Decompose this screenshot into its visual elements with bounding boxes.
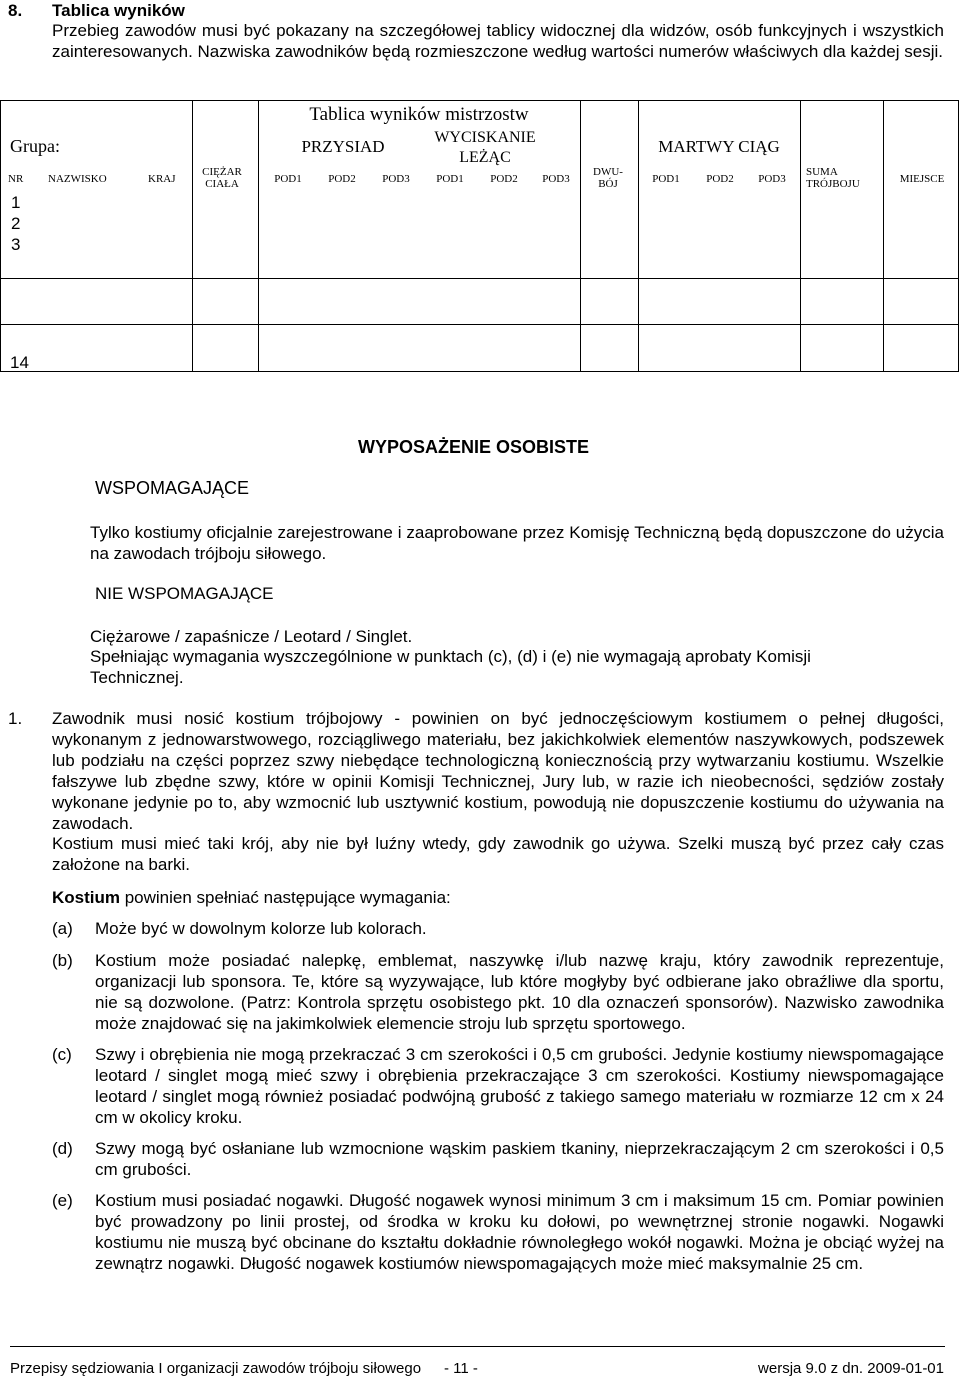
supportive-text: Tylko kostiumy oficjalnie zarejestrowane i zaaprobowane przez Komisję Techniczną będą dopuszczone do użycia na zawodach trójboju siłowego. [90, 523, 944, 563]
list-item-text: Szwy i obrębienia nie mogą przekraczać 3 cm szerokości i 0,5 cm grubości. Jedynie kostiumy niewspomagające leotard / singlet mogą mieć szwy i obrębienia przekraczające 3 cm szerokości. Kostiumy niewspomagające leotard / singlet mogą również posiadać podwójną grubość z takiego samego materiału w rozmiarze 12 cm x 24 cm w okolicy kroku. [95, 1045, 944, 1127]
squat-attempt-3: POD3 [382, 173, 410, 185]
requirements-intro [52, 887, 944, 908]
header-deadlift: MARTWY CIĄG [658, 137, 780, 156]
row-number: 2 [11, 214, 21, 233]
results-table [0, 100, 960, 372]
deadlift-attempt-1: POD1 [652, 173, 680, 185]
group-label: Grupa: [10, 136, 60, 156]
requirements-intro-rest: powinien spełniać następujące wymagania: [120, 888, 451, 907]
footer-left: Przepisy sędziowania I organizacji zawodów trójboju siłowego [10, 1360, 422, 1377]
list-item-label: (b) [52, 951, 73, 970]
non-supportive-line1: Ciężarowe / zapaśnicze / Leotard / Singlet. [90, 627, 413, 646]
non-supportive-label: NIE WSPOMAGAJĄCE [95, 584, 274, 603]
header-place: MIEJSCE [899, 173, 945, 185]
footer-divider [10, 1346, 945, 1347]
section-intro: Przebieg zawodów musi być pokazany na szczegółowej tablicy widocznej dla widzów, osób funkcyjnych i wszystkich zainteresowanych. Nazwiska zawodników będą rozmieszczone według wartości numerów właściwych dla każdej sesji. [52, 21, 944, 61]
section-number: 8. [8, 1, 23, 20]
bench-attempt-1: POD1 [436, 173, 464, 185]
list-item-text: Kostium musi posiadać nogawki. Długość nogawek wynosi minimum 3 cm i maksimum 15 cm. Pomiar powinien być prowadzony po linii prostej, od środka w kroku ku dołowi, po wewnętrznej stronie nogawki. Nogawki kostiumu nie muszą być obcinane do kształtu dokładnie równoległego wokół nogawki. Można je obciąć wyżej na zewnątrz nogawki. Długość nogawek kostiumów niewspomagających może mieć maksymalnie 25 cm. [95, 1191, 944, 1273]
requirements-intro-bold: Kostium [52, 888, 120, 907]
supportive-label: WSPOMAGAJĄCE [95, 478, 250, 498]
list-item-label: (a) [52, 919, 73, 938]
list-item-text: Kostium może posiadać nalepkę, emblemat, naszywkę i/lub nazwę kraju, który zawodnik reprezentuje, organizacji lub sponsora. Te, które są wyzywające, lub które mogłyby być odbierane jako obraźliwe dla sportu, nie są dozwolone. (Patrz: Kontrola sprzętu osobistego pkt. 10 dla oznaczeń sponsorów). Nazwisko zawodnika może znajdować się na jakimkolwiek elemencie stroju lub sprzętu sportowego. [95, 951, 944, 1033]
section-title: Tablica wyników [52, 1, 185, 20]
header-nr: NR [8, 173, 24, 185]
rule-text-2: Kostium musi mieć taki krój, aby nie był luźny wtedy, gdy zawodnik go używa. Szelki muszą być przez cały czas założone na barki. [52, 834, 944, 874]
list-item-text: Szwy mogą być osłaniane lub wzmocnione wąskim paskiem tkaniny, nieprzekraczającym 2 cm szerokości i 0,5 cm grubości. [95, 1139, 944, 1179]
list-item [52, 1190, 944, 1290]
header-total: SUMA TRÓJBOJU [806, 166, 860, 190]
row-number: 14 [10, 353, 29, 372]
list-item [52, 918, 944, 940]
list-item-label: (c) [52, 1045, 72, 1064]
list-item-label: (d) [52, 1139, 73, 1158]
footer-right: wersja 9.0 z dn. 2009-01-01 [758, 1360, 944, 1377]
row-number: 3 [11, 235, 21, 254]
header-doublelift: DWU- BÓJ [593, 166, 623, 190]
row-number: 1 [11, 193, 21, 212]
list-item [52, 1138, 944, 1180]
non-supportive-line2: Spełniając wymagania wyszczególnione w punktach (c), (d) i (e) nie wymagają aprobaty Komisji Technicznej. [90, 647, 811, 687]
page-number: - 11 - [444, 1360, 478, 1377]
list-item [52, 1044, 944, 1128]
list-item [52, 950, 944, 1034]
header-country: KRAJ [148, 173, 176, 185]
bench-attempt-2: POD2 [490, 173, 518, 185]
squat-attempt-1: POD1 [274, 173, 302, 185]
deadlift-attempt-3: POD3 [758, 173, 786, 185]
header-squat: PRZYSIAD [301, 137, 385, 156]
list-item-text: Może być w dowolnym kolorze lub kolorach. [95, 919, 427, 938]
rule-number: 1. [8, 709, 23, 728]
equipment-heading: WYPOSAŻENIE OSOBISTE [358, 437, 590, 457]
header-surname: NAZWISKO [48, 173, 107, 185]
squat-attempt-2: POD2 [328, 173, 356, 185]
header-bench: WYCISKANIE LEŻĄC [434, 129, 536, 166]
rule-text: Zawodnik musi nosić kostium trójbojowy - powinien on być jednoczęściowym kostiumem o pełnej długości, wykonanym z jednowarstwowego, rozciągliwego materiału, bez jakichkolwiek elementów naszywkowych, podszewek lub podziału na części poprzez szwy niebędące technologiczną koniecznością przy wytwarzaniu kostiumu. Wszelkie fałszywe lub zbędne szwy, które w opinii Komisji Technicznej, Jury lub, w razie ich nieobecności, sędziów zostały wykonane jedynie po to, aby wzmocnić lub usztywnić kostium, powodują nie dopuszczenie kostiumu do używania na zawodach. [52, 709, 944, 833]
list-item-label: (e) [52, 1191, 73, 1210]
bench-attempt-3: POD3 [542, 173, 570, 185]
table-title: Tablica wyników mistrzostw [309, 104, 529, 125]
header-bodyweight: CIĘŻAR CIAŁA [202, 166, 242, 190]
deadlift-attempt-2: POD2 [706, 173, 734, 185]
